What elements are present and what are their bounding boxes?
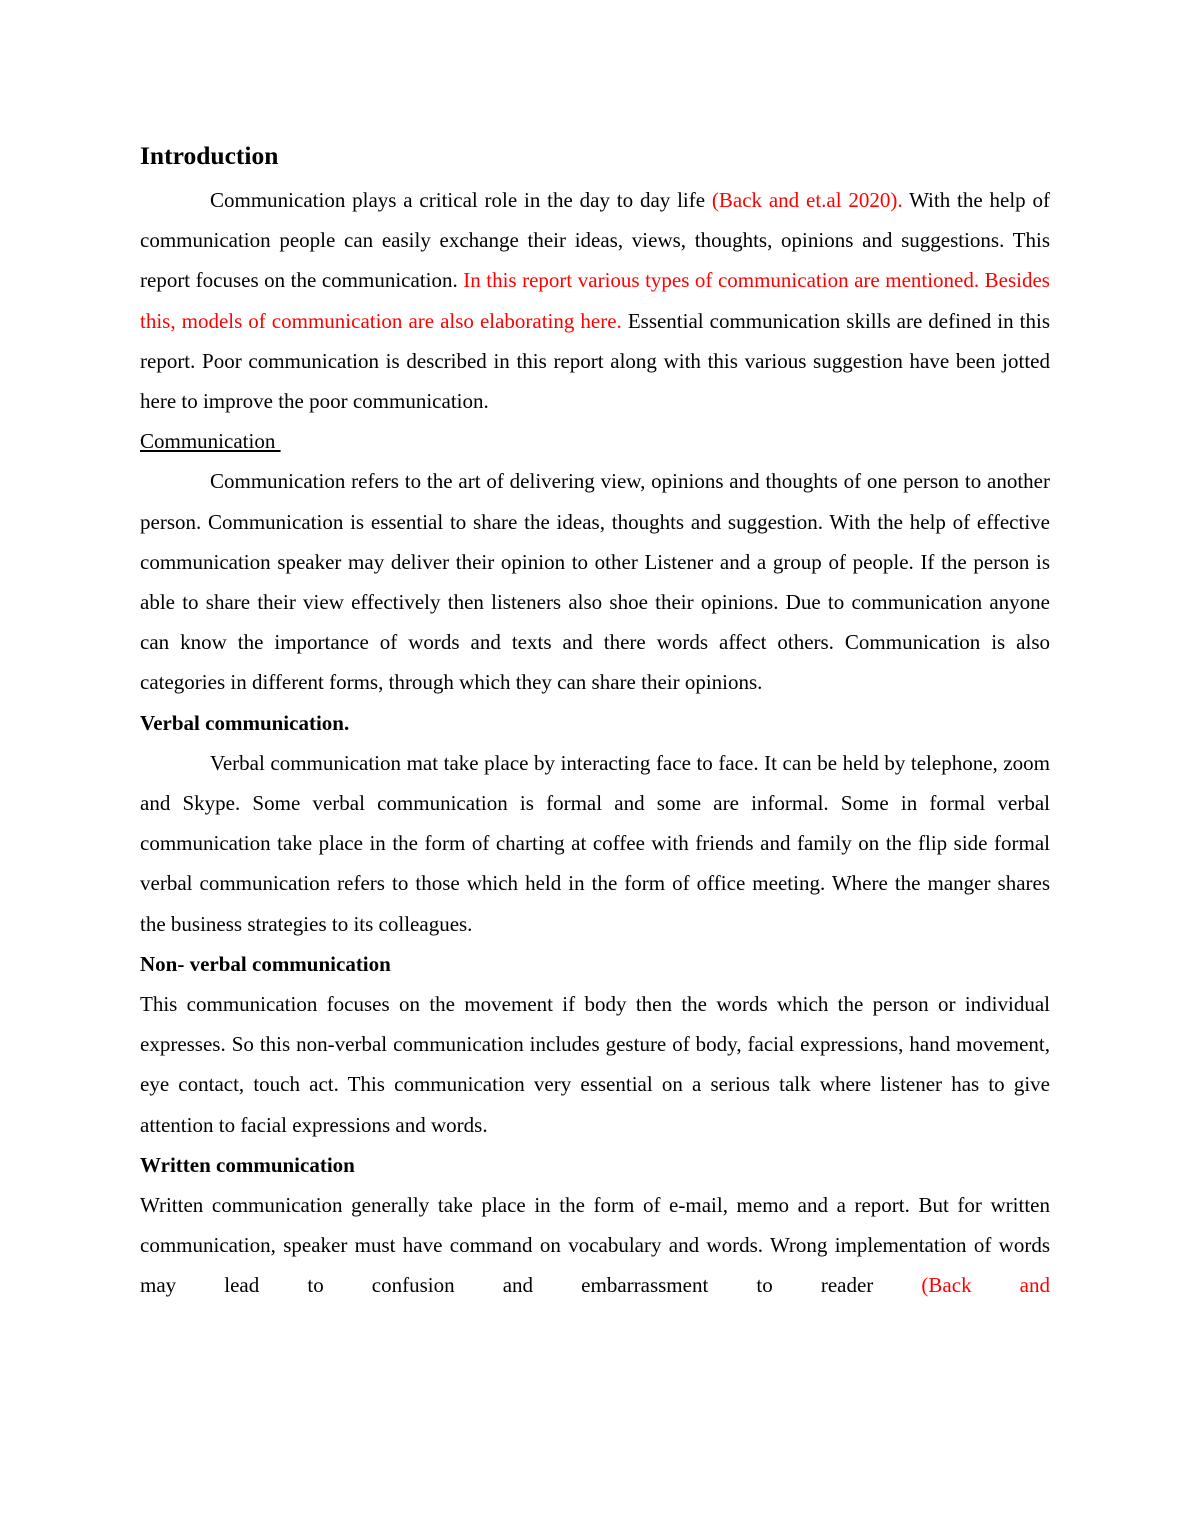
intro-text-3: Essential communication skills are defined in this report. Poor communication is described in this report along with this various suggestion have been jotted here to improve the poor communication. [140,308,1050,414]
verbal-communication-paragraph: Verbal communication mat take place by interacting face to face. It can be held by telephone, zoom and Skype. Some verbal communication is formal and some are informal. Some in formal verbal communication take place in the form of charting at coffee with friends and family on the flip side formal verbal communication refers to those which held in the form of office meeting. Where the manger shares the business strategies to its colleagues. [140,750,1050,936]
document-page [140,136,1050,1306]
verbal-communication-heading: Verbal communication. [140,710,350,735]
non-verbal-communication-heading: Non- verbal communication [140,951,391,976]
written-communication-paragraph [140,1185,1050,1306]
introduction-heading: Introduction [140,141,279,170]
written-citation: (Back and [921,1273,1050,1298]
non-verbal-communication-paragraph: This communication focuses on the movement if body then the words which the person or individual expresses. So this non-verbal communication includes gesture of body, facial expressions, hand movement, eye contact, touch act. This communication very essential on a serious talk where listener has to give attention to facial expressions and words. [140,992,1050,1137]
intro-text-2: With the help of communication people can easily exchange their ideas, views, thoughts, opinions and suggestions. This report focuses on the communication. [140,188,1050,293]
communication-heading: Communication [140,429,281,454]
intro-highlighted-text: In this report various types of communication are mentioned. Besides this, models of communication are also elaborating here. [140,268,1050,333]
written-communication-heading: Written communication [140,1152,355,1177]
intro-text-1: Communication plays a critical role in the day to day life [210,188,712,212]
intro-citation: (Back and et.al 2020). [711,188,903,212]
written-text: Written communication generally take place in the form of e-mail, memo and a report. But for written communication, speaker must have command on vocabulary and words. Wrong implementation of words may lead to confusion and embarrassment to reader [140,1193,1050,1298]
communication-paragraph: Communication refers to the art of delivering view, opinions and thoughts of one person to another person. Communication is essential to share the ideas, thoughts and suggestion. With the help of effective communication speaker may deliver their opinion to other Listener and a group of people. If the person is able to share their view effectively then listeners also shoe their opinions. Due to communication anyone can know the importance of words and texts and there words affect others. Communication is also categories in different forms, through which they can share their opinions. [140,469,1050,695]
introduction-paragraph [140,180,1050,421]
